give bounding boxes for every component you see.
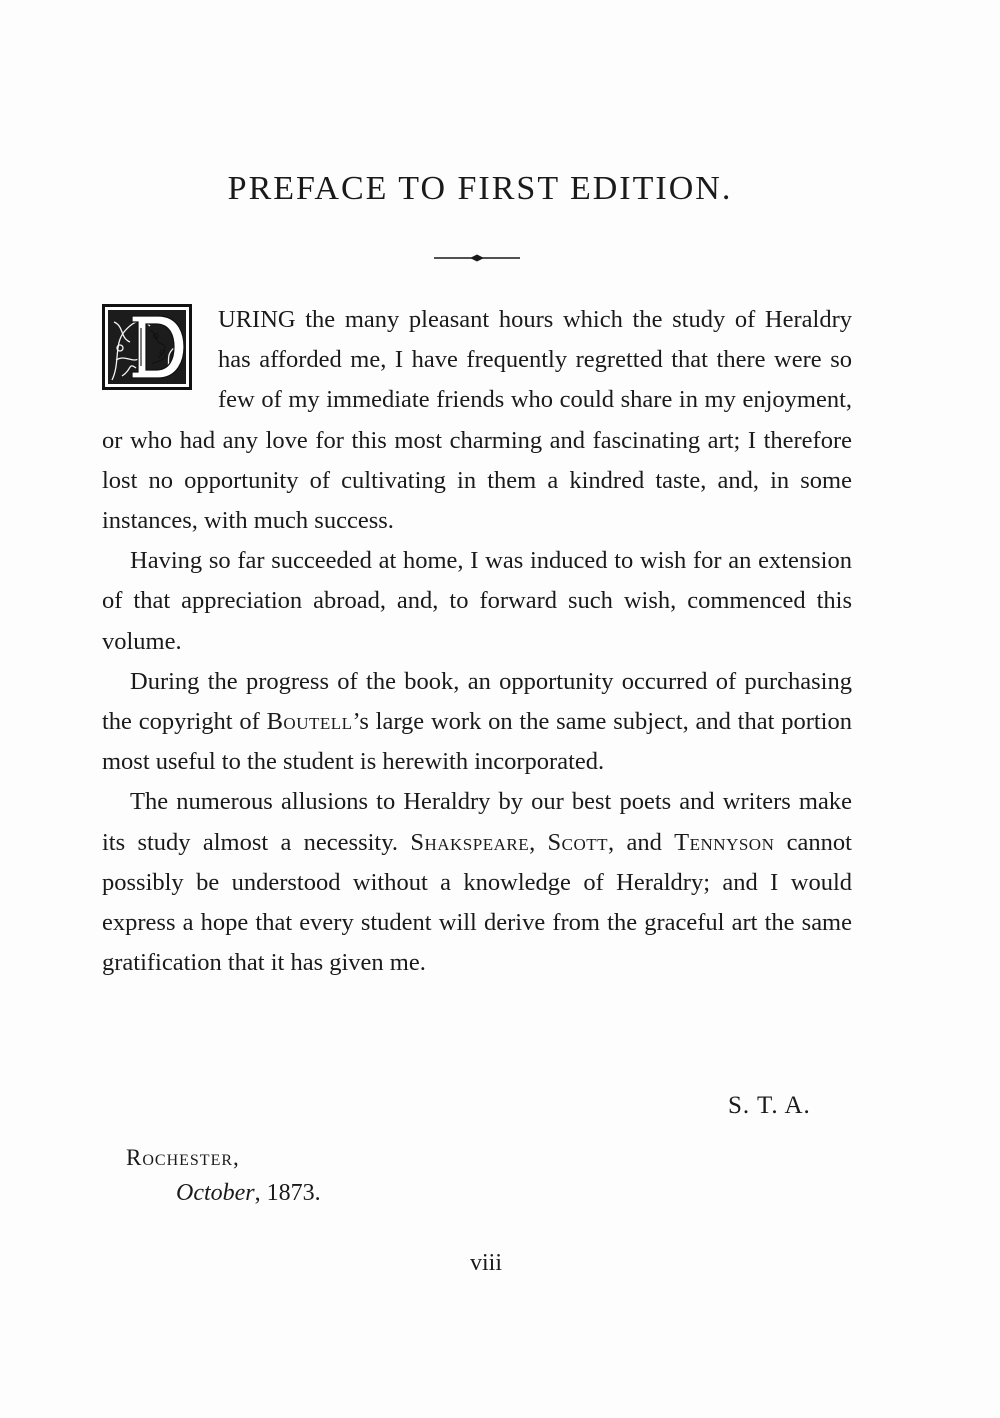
paragraph-4-text-b: , (529, 828, 548, 856)
author-initials: S. T. A. (728, 1092, 811, 1119)
preface-body (102, 300, 852, 983)
paragraph-4 (102, 782, 852, 983)
paragraph-3-text-b: ’s large work on the same subject, and that portion most useful to the student is herewith incorporated. (102, 708, 852, 776)
author-name-boutell: Boutell (266, 708, 353, 736)
ornamental-rule (432, 248, 522, 268)
page-title: PREFACE TO FIRST EDITION. (227, 170, 733, 207)
date-month: October (176, 1180, 255, 1206)
paragraph-2: Having so far succeeded at home, I was induced to wish for an extension of that appreciation abroad, and, to forward such wish, commenced this volume. (102, 547, 852, 655)
page-number: viii (469, 1250, 502, 1276)
paragraph-4-text-d: cannot possibly be understood without a knowledge of Heraldry; and I would express a hope that every student will derive from the graceful art the same gratification that it has given me. (102, 828, 852, 977)
paragraph-1: URING the many pleasant hours which the study of Heraldry has afforded me, I have frequently regretted that there were so few of my immediate friends who could share in my enjoyment, or who had any love for this most charming and fascinating art; I therefore lost no opportunity of cultivating in them a kindred taste, and, in some instances, with much success. (102, 306, 852, 535)
author-name-shakspeare: Shakspeare (410, 828, 530, 856)
paragraph-4-text-c: , and (608, 828, 675, 856)
date-year: , 1873. (254, 1180, 321, 1206)
author-name-tennyson: Tennyson (674, 828, 775, 856)
paragraph-3 (102, 662, 852, 783)
paragraph-3-text-a: During the progress of the book, an opportunity occurred of purchasing the copyright of (102, 667, 852, 736)
place-line: Rochester, (126, 1145, 240, 1170)
decorated-initial-letter (102, 304, 192, 390)
author-name-scott: Scott (547, 828, 609, 856)
date-line (176, 1180, 321, 1207)
paragraph-4-text-a: The numerous allusions to Heraldry by our best poets and writers make its study almost a necessity. (102, 788, 852, 856)
